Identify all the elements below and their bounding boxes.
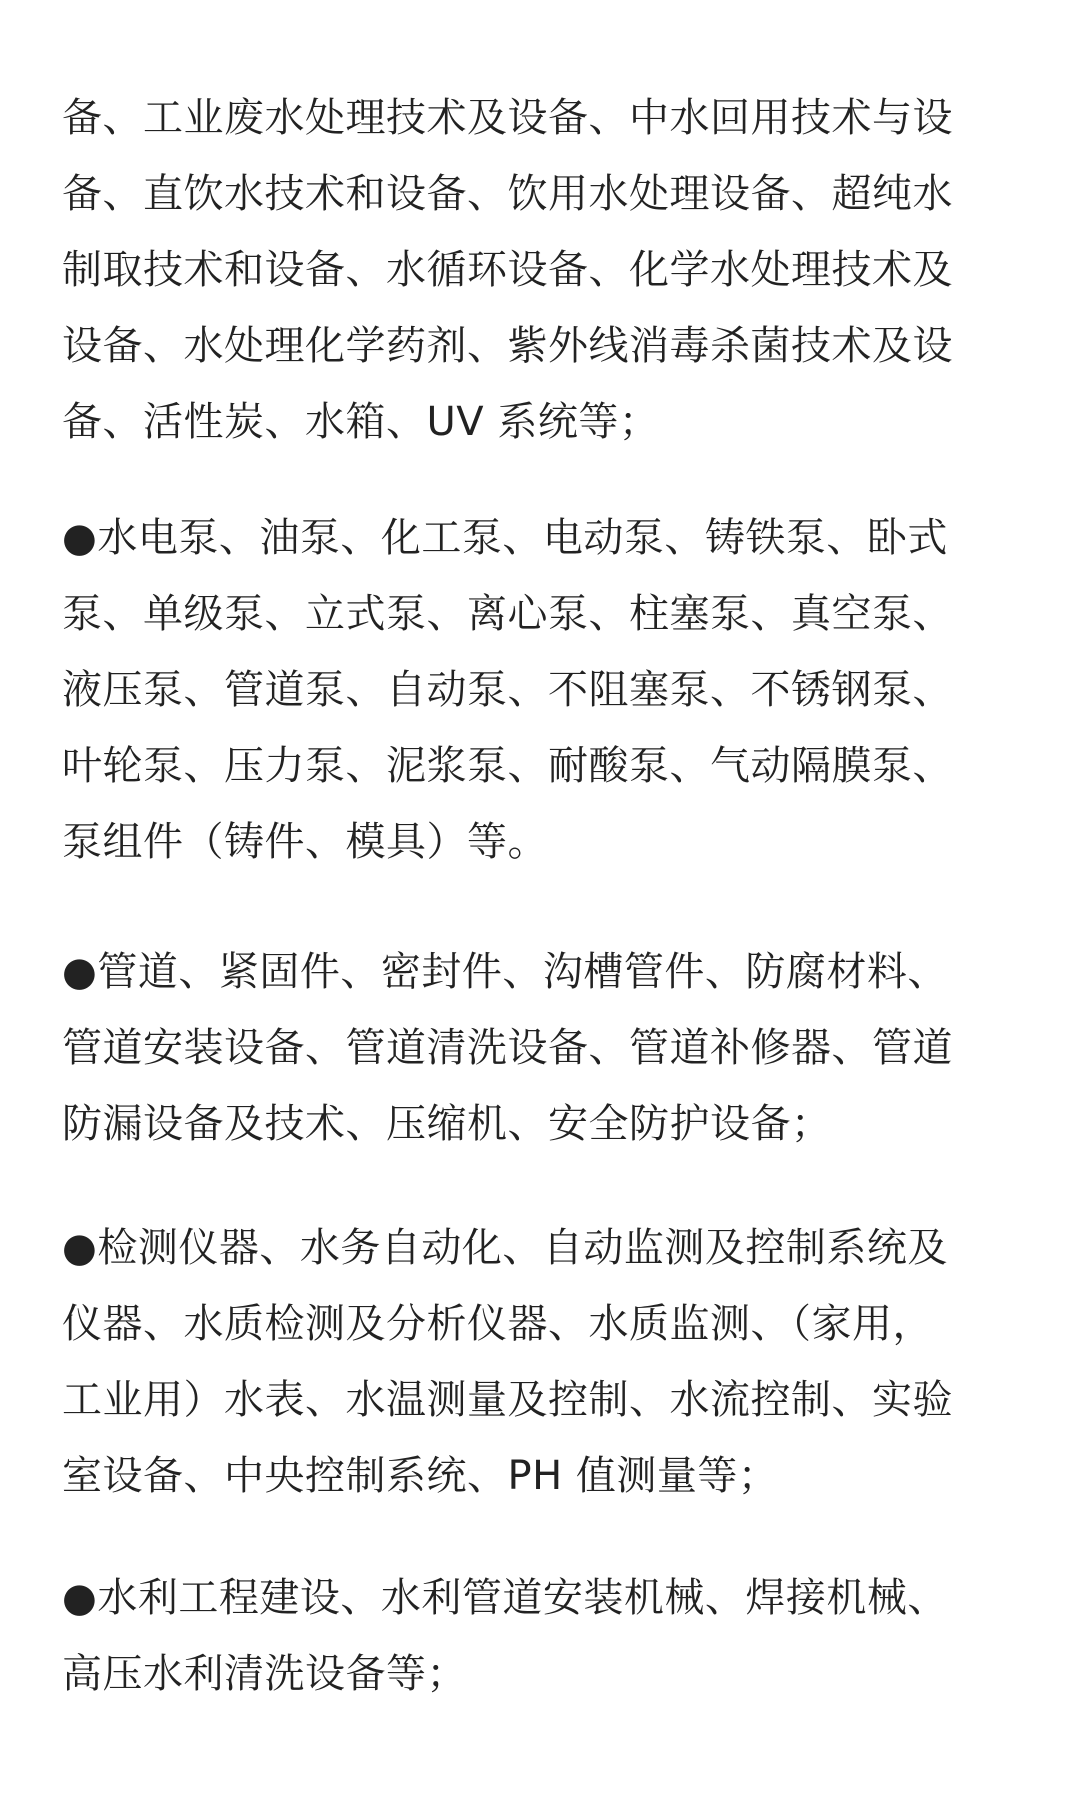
text-line: 高压水利清洗设备等； [62,1651,467,1697]
paragraph-water-conservancy [62,1560,1022,1712]
paragraph-pumps [62,500,1022,880]
text-line: 制取技术和设备、水循环设备、化学水处理技术及 [62,247,953,293]
text-line: 备、直饮水技术和设备、饮用水处理设备、超纯水 [62,171,953,217]
text-line: 液压泵、管道泵、自动泵、不阻塞泵、不锈钢泵、 [62,667,953,713]
paragraph-pipes [62,934,1022,1162]
text-line: 防漏设备及技术、压缩机、安全防护设备； [62,1101,832,1147]
text-line: 管道安装设备、管道清洗设备、管道补修器、管道 [62,1025,953,1071]
paragraph-water-treatment-equipment [62,80,1022,460]
text-line: ●水电泵、油泵、化工泵、电动泵、铸铁泵、卧式 [62,515,948,561]
text-line: 仪器、水质检测及分析仪器、水质监测、（家用， [62,1301,933,1347]
text-line: 设备、水处理化学药剂、紫外线消毒杀菌技术及设 [62,323,953,369]
text-line: 叶轮泵、压力泵、泥浆泵、耐酸泵、气动隔膜泵、 [62,743,953,789]
paragraph-instruments [62,1210,1022,1514]
text-line: 泵、单级泵、立式泵、离心泵、柱塞泵、真空泵、 [62,591,953,637]
text-line: ●管道、紧固件、密封件、沟槽管件、防腐材料、 [62,949,948,995]
text-line: 泵组件（铸件、模具）等。 [62,819,548,865]
text-line: 室设备、中央控制系统、PH 值测量等； [62,1453,779,1499]
text-line: ●水利工程建设、水利管道安装机械、焊接机械、 [62,1575,948,1621]
text-line: 备、活性炭、水箱、UV 系统等； [62,399,660,445]
text-line: 备、工业废水处理技术及设备、中水回用技术与设 [62,95,953,141]
text-line: 工业用）水表、水温测量及控制、水流控制、实验 [62,1377,953,1423]
text-line: ●检测仪器、水务自动化、自动监测及控制系统及 [62,1225,948,1271]
